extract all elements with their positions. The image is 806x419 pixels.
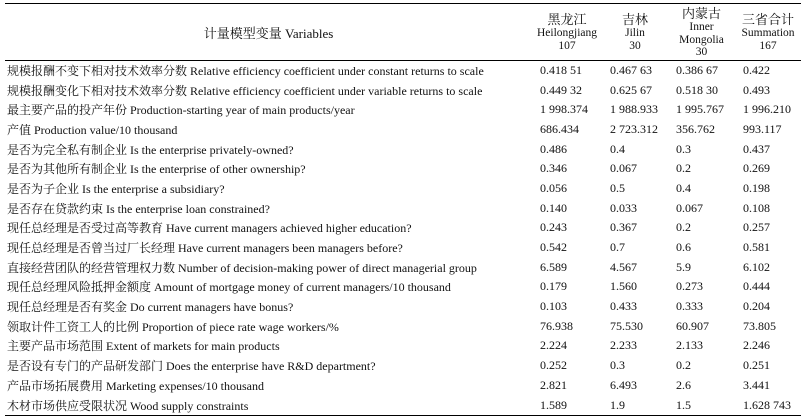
table-cell-value: 0.422: [743, 62, 770, 77]
table-cell-value: 0.056: [540, 180, 567, 195]
table-cell-value: 1.9: [610, 397, 625, 412]
table-row: [5, 100, 801, 120]
table-cell-value: 1 988.933: [610, 102, 658, 117]
table-cell-value: 5.9: [676, 259, 691, 274]
column-header-en: Jilin: [625, 27, 645, 40]
table-cell-value: 2.246: [743, 338, 770, 353]
table-cell-value: 0.493: [743, 82, 770, 97]
column-header-cn: 黑龙江: [547, 12, 587, 28]
table-cell-value: 0.257: [743, 220, 770, 235]
table-cell-value: 0.333: [676, 299, 703, 314]
table-cell-value: 0.449 32: [540, 82, 582, 97]
table-cell-value: 76.938: [540, 318, 573, 333]
table-cell-value: 1.589: [540, 397, 567, 412]
variable-label: 木材市场供应受限状况 Wood supply constraints: [7, 398, 249, 413]
table-cell-value: 60.907: [676, 318, 709, 333]
column-header-en: Heilongjiang: [536, 27, 598, 40]
table-cell-value: 3.441: [743, 377, 770, 392]
table-cell-value: 73.805: [743, 318, 776, 333]
variable-label: 是否为子企业 Is the enterprise a subsidiary?: [7, 181, 225, 196]
table-cell-value: 993.117: [743, 121, 782, 136]
table-cell-value: 0.386 67: [676, 62, 718, 77]
table-cell-value: 0.4: [610, 141, 625, 156]
table-cell-value: 6.102: [743, 259, 770, 274]
table-cell-value: 0.033: [610, 200, 637, 215]
variable-label: 现任总经理是否有奖金 Do current managers have bonus?: [7, 300, 294, 315]
table-cell-value: 0.346: [540, 161, 567, 176]
column-header-n: 167: [759, 39, 777, 52]
table-cell-value: 0.542: [540, 240, 567, 255]
table-cell-value: 1.560: [610, 279, 637, 294]
table-cell-value: 0.418 51: [540, 62, 582, 77]
table-cell-value: 0.198: [743, 180, 770, 195]
table-cell-value: 2.233: [610, 338, 637, 353]
column-header-cn: 三省合计: [741, 12, 794, 28]
table-row: [5, 257, 801, 277]
table-cell-value: 0.518 30: [676, 82, 718, 97]
column-header-summation: [735, 4, 801, 61]
table-cell-value: 0.243: [540, 220, 567, 235]
variable-label: 现任总经理是否曾当过厂长经理 Have current managers been managers before?: [7, 241, 403, 256]
table-cell-value: 0.444: [743, 279, 770, 294]
variables-table: [5, 3, 801, 416]
column-header-cn: 吉林: [621, 12, 648, 28]
table-cell-value: 0.625 67: [610, 82, 652, 97]
table-cell-value: 0.2: [676, 161, 691, 176]
table-body: [5, 60, 801, 415]
table-row: [5, 316, 801, 336]
variable-label: 领取计件工资工人的比例 Proportion of piece rate wage workers/%: [7, 319, 339, 334]
table-cell-value: 0.3: [610, 358, 625, 373]
table-cell-value: 0.204: [743, 299, 770, 314]
table-cell-value: 0.5: [610, 180, 625, 195]
table-row: [5, 159, 801, 179]
table-cell-value: 0.6: [676, 240, 691, 255]
table-cell-value: 6.493: [610, 377, 637, 392]
table-cell-value: 1 995.767: [676, 102, 724, 117]
table-row: [5, 139, 801, 159]
column-header-heilongjiang: [532, 4, 602, 61]
table-row: [5, 218, 801, 238]
table-cell-value: 2.821: [540, 377, 567, 392]
variable-label: 主要产品市场范围 Extent of markets for main products: [7, 339, 280, 354]
table-row: [5, 277, 801, 297]
table-cell-value: 0.273: [676, 279, 703, 294]
table-cell-value: 356.762: [676, 121, 715, 136]
table-row: [5, 336, 801, 356]
table-cell-value: 4.567: [610, 259, 637, 274]
statistics-table-document: [0, 3, 806, 419]
table-cell-value: 6.589: [540, 259, 567, 274]
variable-label: 是否设有专门的产品研发部门 Does the enterprise have R&D department?: [7, 359, 376, 374]
table-cell-value: 1.628 743: [743, 397, 791, 412]
table-row: [5, 395, 801, 415]
variable-label: 是否为其他所有制企业 Is the enterprise of other ownership?: [7, 162, 306, 177]
column-header-en: Inner Mongolia: [679, 21, 724, 46]
table-row: [5, 198, 801, 218]
table-cell-value: 0.140: [540, 200, 567, 215]
table-cell-value: 2 723.312: [610, 121, 658, 136]
table-cell-value: 0.467 63: [610, 62, 652, 77]
column-header-n: 30: [695, 46, 708, 58]
column-header-jilin: [602, 4, 668, 61]
column-header-en: Summation: [741, 27, 795, 40]
table-row: [5, 297, 801, 317]
table-row: [5, 120, 801, 140]
table-cell-value: 0.103: [540, 299, 567, 314]
table-cell-value: 0.3: [676, 141, 691, 156]
table-header-row: [5, 4, 801, 61]
table-cell-value: 1.5: [676, 397, 691, 412]
table-cell-value: 0.7: [610, 240, 625, 255]
table-cell-value: 0.581: [743, 240, 770, 255]
table-row: [5, 238, 801, 258]
table-cell-value: 2.133: [676, 338, 703, 353]
table-row: [5, 179, 801, 199]
variables-column-header: 计量模型变量 Variables: [203, 25, 334, 41]
table-row: [5, 376, 801, 396]
table-row: [5, 60, 801, 80]
table-cell-value: 0.433: [610, 299, 637, 314]
variable-label: 是否存在贷款约束 Is the enterprise loan constrained?: [7, 201, 270, 216]
variable-label: 是否为完全私有制企业 Is the enterprise privately-owned?: [7, 142, 294, 157]
column-header-n: 30: [629, 39, 641, 52]
table-cell-value: 0.437: [743, 141, 770, 156]
variable-label: 产品市场拓展费用 Marketing expenses/10 thousand: [7, 378, 264, 393]
variable-label: 最主要产品的投产年份 Production-starting year of main products/year: [7, 103, 355, 118]
table-cell-value: 0.2: [676, 220, 691, 235]
table-cell-value: 0.269: [743, 161, 770, 176]
table-cell-value: 0.067: [676, 200, 703, 215]
variable-label: 现任总经理是否受过高等教育 Have current managers achieved higher education?: [7, 221, 412, 236]
table-cell-value: 1 996.210: [743, 102, 791, 117]
table-cell-value: 0.252: [540, 358, 567, 373]
table-cell-value: 1 998.374: [540, 102, 588, 117]
table-cell-value: 0.486: [540, 141, 567, 156]
variable-label: 现任总经理风险抵押金额度 Amount of mortgage money of current managers/10 thousand: [7, 280, 451, 295]
column-header-cn: 内蒙古: [681, 6, 721, 21]
table-row: [5, 356, 801, 376]
table-cell-value: 2.6: [676, 377, 691, 392]
table-row: [5, 80, 801, 100]
column-header-inner-mongolia: [668, 4, 735, 61]
variable-label: 规模报酬不变下相对技术效率分数 Relative efficiency coefficient under constant returns to scale: [7, 63, 484, 78]
column-header-n: 107: [558, 39, 576, 52]
table-cell-value: 0.108: [743, 200, 770, 215]
table-cell-value: 0.067: [610, 161, 637, 176]
table-cell-value: 0.2: [676, 358, 691, 373]
table-cell-value: 686.434: [540, 121, 579, 136]
table-cell-value: 2.224: [540, 338, 567, 353]
table-cell-value: 0.251: [743, 358, 770, 373]
table-cell-value: 75.530: [610, 318, 643, 333]
variable-label: 直接经营团队的经营管理权力数 Number of decision-making power of direct managerial group: [7, 260, 477, 275]
variable-label: 规模报酬变化下相对技术效率分数 Relative efficiency coefficient under variable returns to scale: [7, 83, 483, 98]
table-cell-value: 0.367: [610, 220, 637, 235]
table-cell-value: 0.4: [676, 180, 691, 195]
variable-label: 产值 Production value/10 thousand: [7, 122, 178, 137]
table-cell-value: 0.179: [540, 279, 567, 294]
